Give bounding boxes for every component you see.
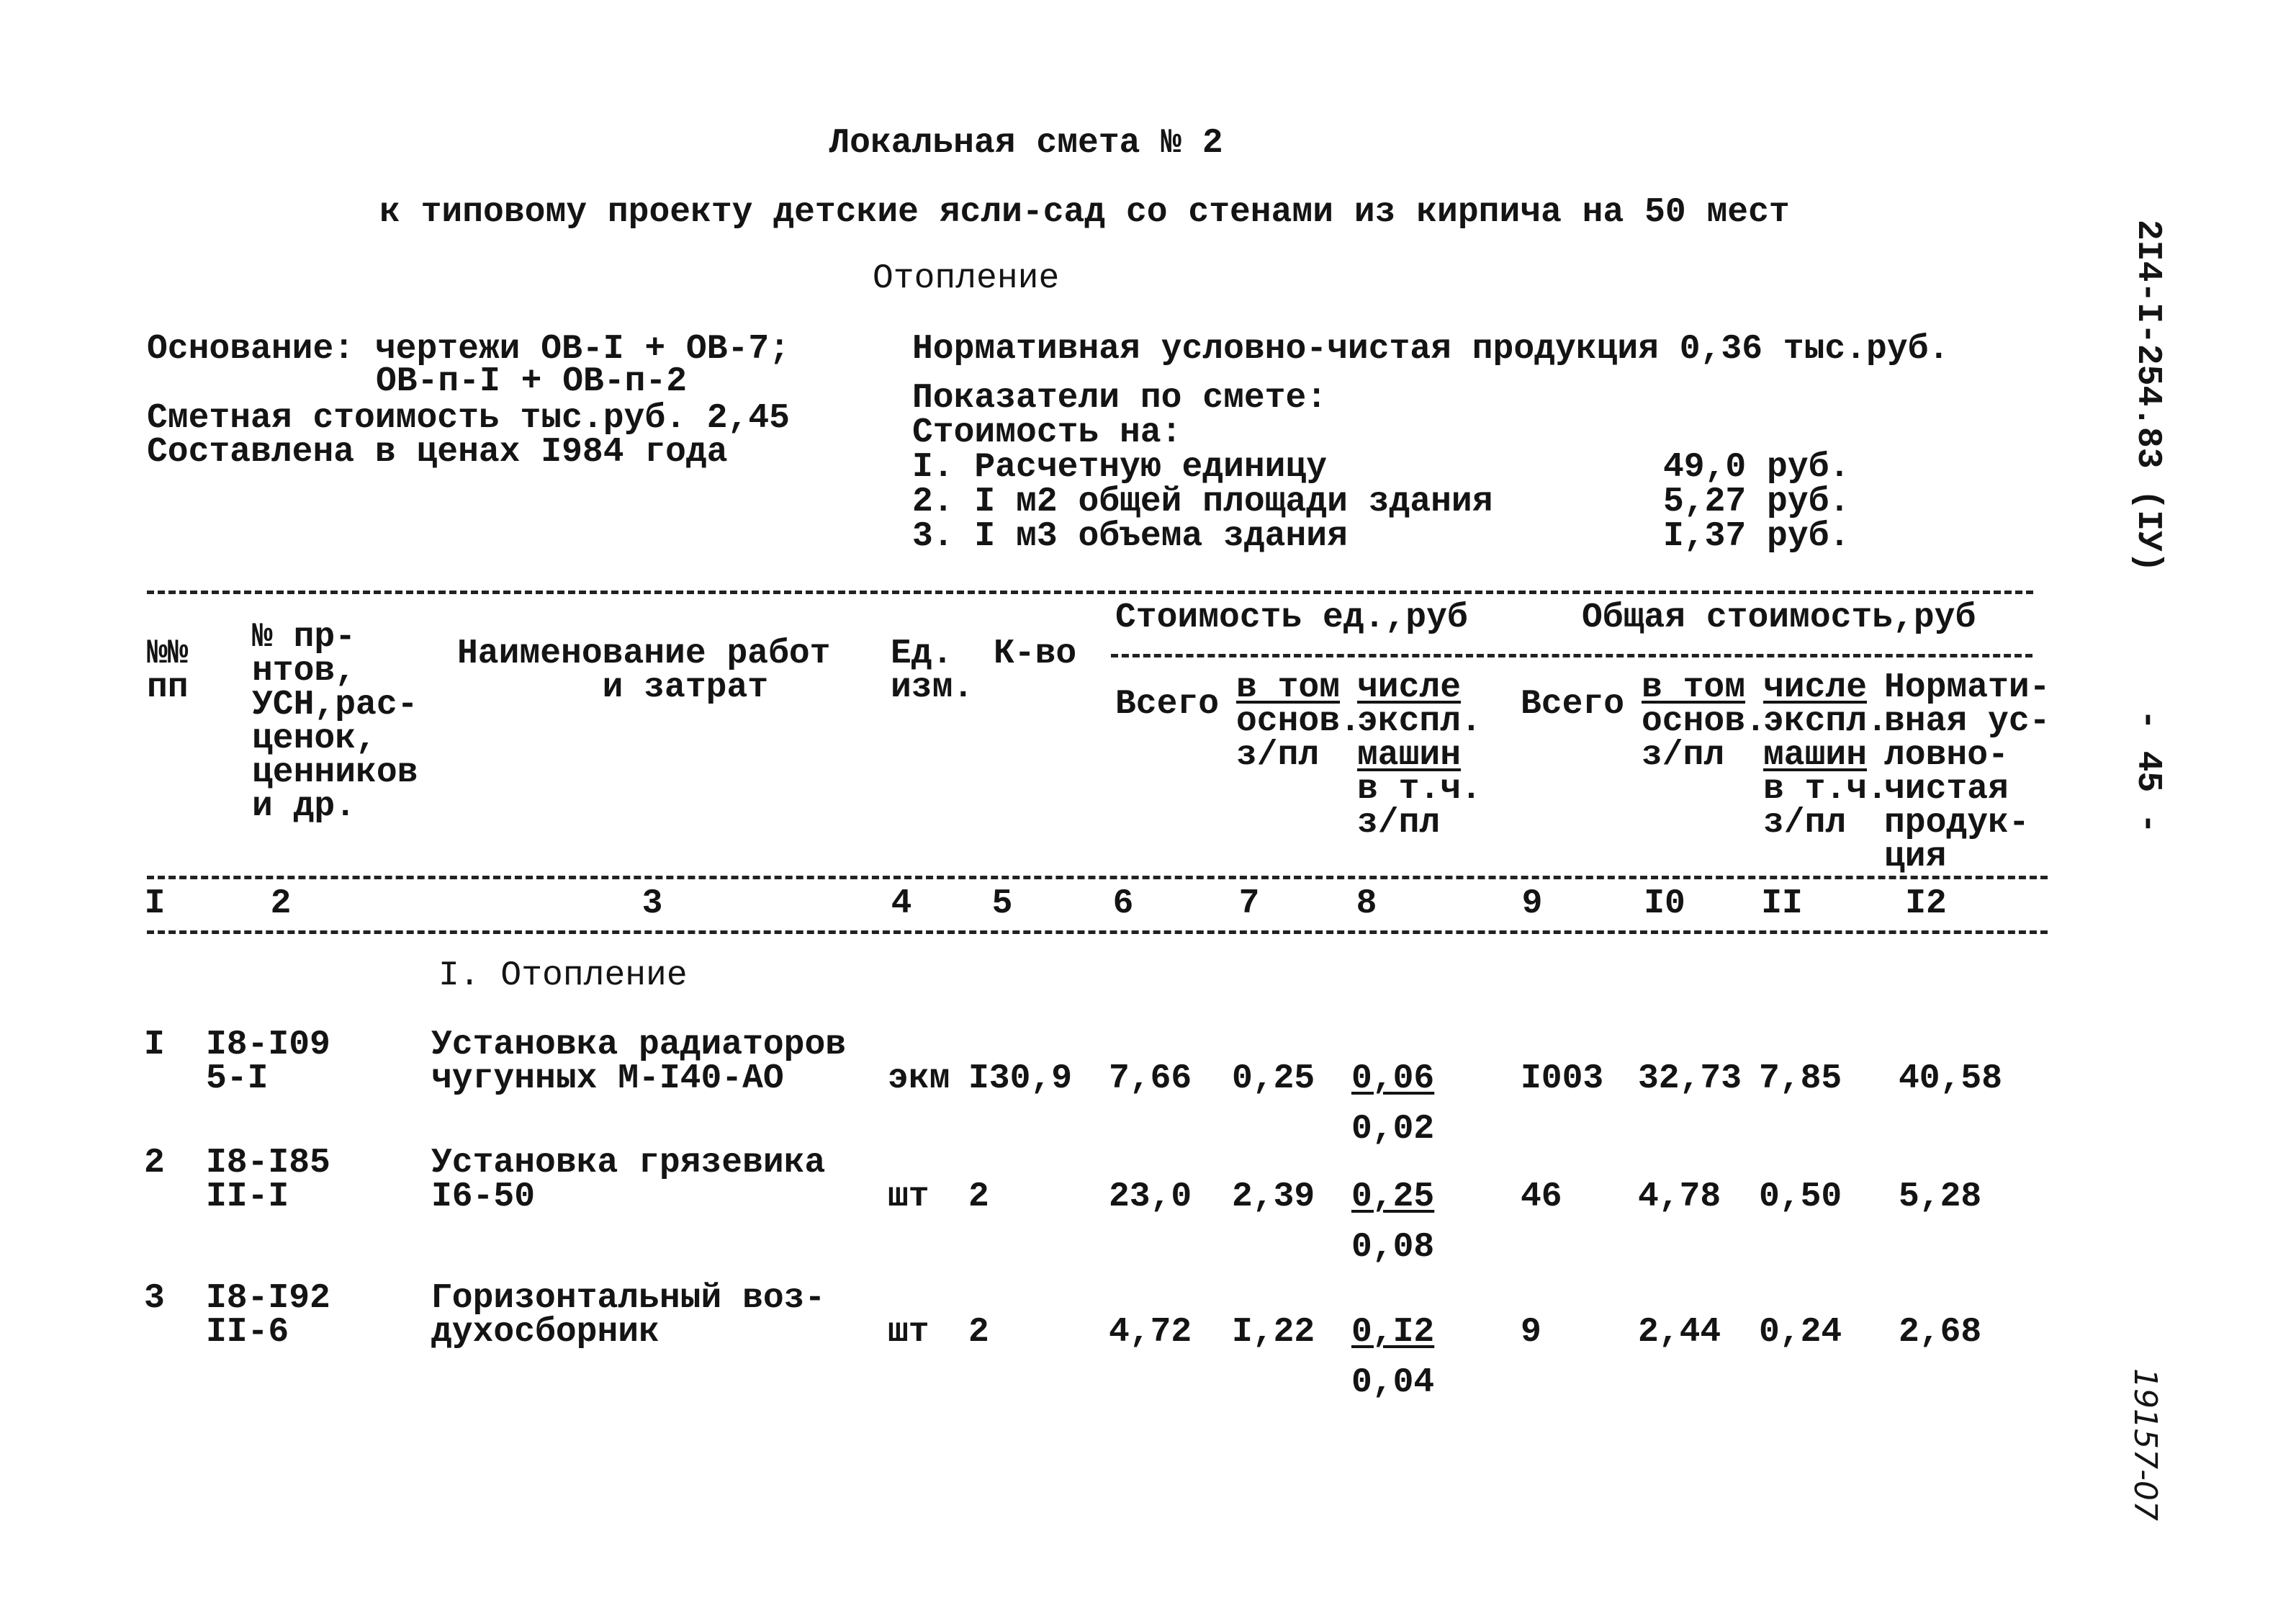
normative-production: Нормативная условно-чистая продукция 0,36 тыс.руб. (912, 330, 1950, 369)
cost-c10: 32,73 (1638, 1059, 1742, 1098)
header-total-wage: в том основ. з/пл (1642, 668, 1766, 775)
cost-c12: 2,68 (1899, 1313, 1982, 1352)
column-number: 4 (891, 884, 912, 923)
header-unit: Ед. изм. (891, 634, 974, 707)
header-num: №№ пп (147, 634, 189, 707)
column-number: I0 (1644, 884, 1685, 923)
header-unit-machines: числе экспл. машин в т.ч. з/пл (1357, 668, 1482, 843)
estimate-cost: Сметная стоимость тыс.руб. 2,45 (147, 399, 790, 438)
rate-code: I8-I09 (206, 1025, 330, 1064)
machine-cost: 0,I2 (1351, 1313, 1435, 1352)
basis-line: Основание: чертежи ОВ-I + ОВ-7; (147, 330, 790, 369)
work-name: I6-50 (431, 1177, 536, 1216)
basis-line: ОВ-п-I + ОВ-п-2 (376, 362, 688, 401)
rate-code: 5-I (206, 1059, 269, 1098)
unit: шт (888, 1177, 929, 1216)
machine-cost: 0,25 (1351, 1177, 1435, 1216)
page-number: - 45 - (2128, 709, 2167, 834)
column-number: 2 (270, 884, 292, 923)
header-code: № пр- нтов, УСН,рас- ценок, ценников и др. (252, 618, 418, 826)
work-name: духосборник (431, 1313, 659, 1352)
cost-c7: 2,39 (1232, 1177, 1315, 1216)
document-code: 2I4-I-254.83 (IУ) (2128, 220, 2167, 573)
machine-cost: 0,06 (1351, 1059, 1435, 1098)
row-number: 3 (144, 1279, 165, 1318)
column-number-rule (147, 930, 2048, 934)
cost-c6: 4,72 (1109, 1313, 1192, 1352)
header-total-total: Всего (1521, 685, 1625, 724)
cost-c7: I,22 (1232, 1313, 1315, 1352)
cost-c7: 0,25 (1232, 1059, 1315, 1098)
cost-c10: 2,44 (1638, 1313, 1721, 1352)
header-unit-total: Всего (1115, 685, 1220, 724)
rate-code: I8-I85 (206, 1144, 330, 1182)
cost-c11: 7,85 (1759, 1059, 1842, 1098)
column-number: 9 (1521, 884, 1543, 923)
machine-wage: 0,08 (1351, 1228, 1435, 1267)
cost-c12: 5,28 (1899, 1177, 1982, 1216)
cost-c9: I003 (1521, 1059, 1604, 1098)
column-number: I (144, 884, 166, 923)
quantity: 2 (968, 1313, 989, 1352)
row-number: 2 (144, 1144, 165, 1182)
work-name: чугунных М-I40-АО (431, 1059, 784, 1098)
header-total-machines: числе экспл. машин в т.ч. з/пл (1763, 668, 1888, 843)
machine-wage: 0,04 (1351, 1363, 1435, 1402)
indicator-label: I. Расчетную единицу (912, 448, 1328, 487)
price-basis: Составлена в ценах I984 года (147, 433, 728, 472)
cost-c10: 4,78 (1638, 1177, 1721, 1216)
group-header-rule (1111, 654, 2032, 657)
quantity: 2 (968, 1177, 989, 1216)
table-top-rule (147, 591, 2033, 594)
column-number: 3 (641, 884, 663, 923)
cost-on-label: Стоимость на: (912, 413, 1182, 452)
header-qty: К-во (994, 634, 1077, 673)
cost-c12: 40,58 (1899, 1059, 2003, 1098)
work-name: Установка грязевика (431, 1144, 826, 1182)
header-bottom-rule (147, 876, 2048, 879)
work-name: Установка радиаторов (431, 1025, 847, 1064)
cost-c6: 7,66 (1109, 1059, 1192, 1098)
header-normative: Нормати- вная ус- ловно- чистая продук- ция (1884, 668, 2050, 876)
document-title: Локальная смета № 2 (829, 124, 1223, 163)
section-heading: Отопление (873, 259, 1060, 298)
cost-c9: 46 (1521, 1177, 1562, 1216)
rate-code: II-I (206, 1177, 289, 1216)
cost-c6: 23,0 (1109, 1177, 1192, 1216)
cost-c11: 0,50 (1759, 1177, 1842, 1216)
indicator-label: 3. I м3 объема здания (912, 517, 1348, 556)
rate-code: I8-I92 (206, 1279, 330, 1318)
cost-c11: 0,24 (1759, 1313, 1842, 1352)
indicator-value: 49,0 руб. (1663, 448, 1850, 487)
header-unit-cost: Стоимость ед.,руб (1115, 598, 1468, 637)
header-total-cost: Общая стоимость,руб (1582, 598, 1976, 637)
work-name: Горизонтальный воз- (431, 1279, 826, 1318)
machine-wage: 0,02 (1351, 1110, 1435, 1149)
section-title: I. Отопление (438, 956, 688, 995)
handwritten-note: 19157-07 (2127, 1368, 2164, 1521)
column-number: I2 (1905, 884, 1947, 923)
unit: экм (888, 1059, 950, 1098)
indicator-label: 2. I м2 общей площади здания (912, 482, 1493, 521)
indicator-value: I,37 руб. (1663, 517, 1850, 556)
row-number: I (144, 1025, 165, 1064)
column-number: 8 (1356, 884, 1377, 923)
rate-code: II-6 (206, 1313, 289, 1352)
column-number: II (1761, 884, 1803, 923)
column-number: 5 (991, 884, 1013, 923)
indicator-value: 5,27 руб. (1663, 482, 1850, 521)
unit: шт (888, 1313, 929, 1352)
indicators-heading: Показатели по смете: (912, 379, 1328, 418)
header-name: Наименование работ и затрат (457, 634, 831, 707)
cost-c9: 9 (1521, 1313, 1541, 1352)
document-subtitle: к типовому проекту детские ясли-сад со стенами из кирпича на 50 мест (379, 193, 1790, 232)
column-number: 6 (1112, 884, 1134, 923)
column-number: 7 (1238, 884, 1260, 923)
quantity: I30,9 (968, 1059, 1073, 1098)
header-unit-wage: в том основ. з/пл (1236, 668, 1361, 775)
